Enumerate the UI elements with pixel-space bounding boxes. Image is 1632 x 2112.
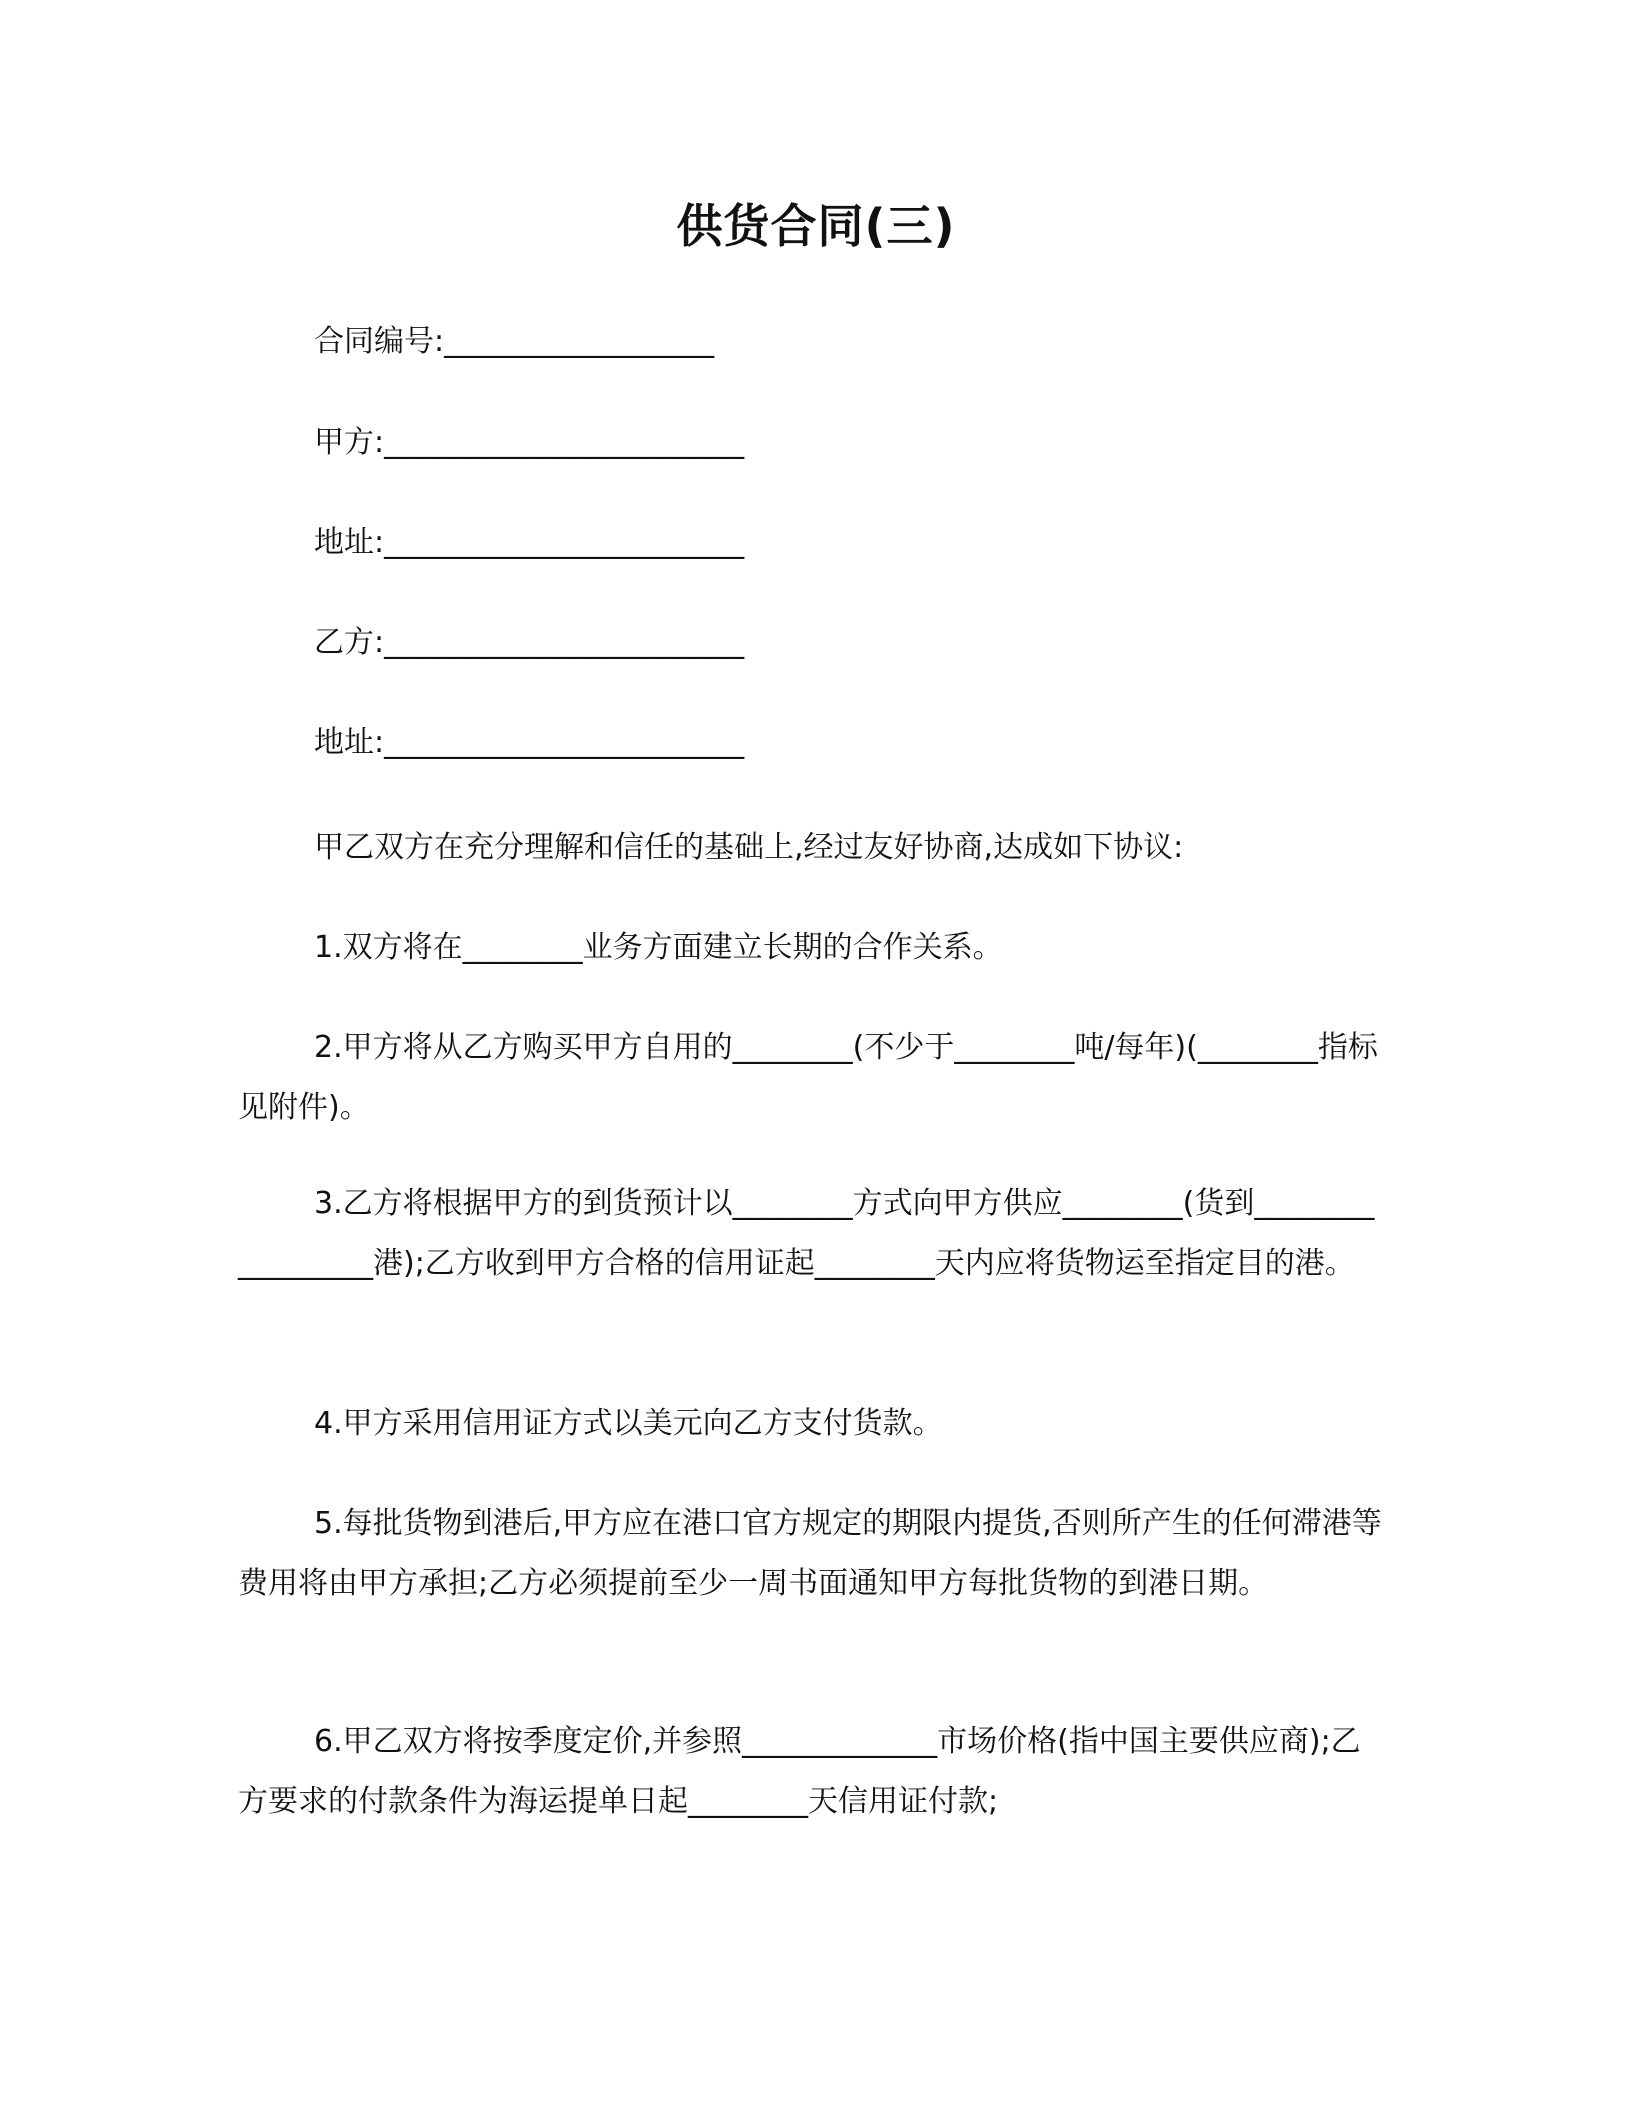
clause-3: 3.乙方将根据甲方的到货预计以________方式向甲方供应________(货到_________________港);乙方收到甲方合格的信用证起________天内应将货物运至指定目的港。	[238, 1186, 1375, 1281]
intro-paragraph: 甲乙双方在充分理解和信任的基础上,经过友好协商,达成如下协议:	[314, 830, 1184, 865]
contract-number-field: 合同编号:__________________	[314, 324, 715, 359]
party-b-field: 乙方:________________________	[314, 625, 745, 660]
document-title: 供货合同(三)	[676, 199, 956, 253]
clause-6: 6.甲乙双方将按季度定价,并参照_____________市场价格(指中国主要供应商);乙方要求的付款条件为海运提单日起________天信用证付款;	[238, 1724, 1361, 1819]
party-a-address-field: 地址:________________________	[314, 525, 745, 560]
clause-2: 2.甲方将从乙方购买甲方自用的________(不少于________吨/每年)(________指标见附件)。	[238, 1030, 1378, 1125]
clause-5: 5.每批货物到港后,甲方应在港口官方规定的期限内提货,否则所产生的任何滞港等费用将由甲方承担;乙方必须提前至少一周书面通知甲方每批货物的到港日期。	[238, 1506, 1382, 1601]
clause-4: 4.甲方采用信用证方式以美元向乙方支付货款。	[314, 1406, 943, 1441]
party-b-address-field: 地址:________________________	[314, 725, 745, 760]
clause-1: 1.双方将在________业务方面建立长期的合作关系。	[314, 930, 1003, 965]
party-a-field: 甲方:________________________	[314, 425, 745, 460]
